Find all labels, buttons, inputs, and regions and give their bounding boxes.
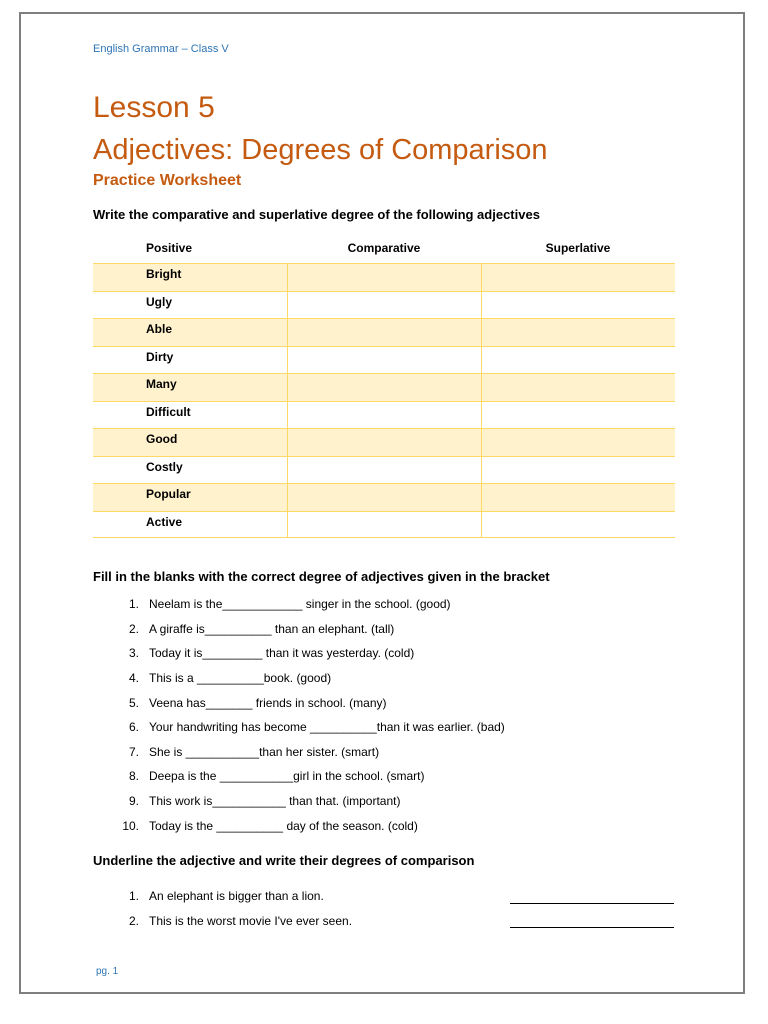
item-number: 2. [128, 913, 139, 928]
list-item [110, 715, 505, 740]
positive-cell: Dirty [146, 349, 174, 364]
table-row [93, 318, 675, 346]
section2-instruction: Fill in the blanks with the correct degree of adjectives given in the bracket [93, 569, 550, 584]
item-text: Veena has_______ friends in school. (many) [149, 695, 387, 710]
item-number: 6. [128, 720, 139, 735]
section3-instruction: Underline the adjective and write their degrees of comparison [93, 853, 475, 868]
superlative-cell [481, 512, 675, 538]
header-comparative: Comparative [347, 241, 421, 255]
item-text: Today it is_________ than it was yesterday. (cold) [149, 646, 415, 661]
positive-cell: Costly [146, 459, 183, 474]
answer-line [510, 927, 674, 928]
superlative-cell [481, 292, 675, 319]
table-header [93, 233, 675, 263]
list-item [110, 592, 505, 617]
positive-cell: Bright [146, 267, 182, 281]
item-number: 2. [128, 621, 139, 636]
superlative-cell [481, 402, 675, 429]
page-header: English Grammar – Class V [93, 43, 229, 55]
positive-cell: Popular [146, 487, 191, 501]
header-superlative: Superlative [545, 241, 611, 255]
item-number: 7. [128, 744, 139, 759]
positive-cell: Able [146, 322, 173, 336]
positive-cell: Active [146, 514, 183, 529]
table-row [93, 401, 675, 429]
item-number: 5. [128, 695, 139, 710]
list-item [110, 690, 505, 715]
item-text: Your handwriting has become __________than it was earlier. (bad) [149, 720, 505, 735]
item-text: This is the worst movie I've ever seen. [149, 913, 353, 928]
positive-cell: Difficult [146, 404, 191, 419]
item-number: 4. [128, 671, 139, 686]
table-row [93, 291, 675, 319]
superlative-cell [481, 347, 675, 374]
comparative-cell [287, 512, 481, 538]
adjectives-table [93, 233, 675, 538]
comparative-cell [287, 292, 481, 319]
item-text: This is a __________book. (good) [149, 671, 332, 686]
header-positive: Positive [146, 241, 193, 255]
list-item [110, 740, 505, 765]
superlative-cell [481, 374, 675, 401]
list-item [110, 789, 505, 814]
positive-cell: Many [146, 377, 177, 391]
superlative-cell [481, 264, 675, 291]
fill-blanks-list [110, 592, 505, 838]
comparative-cell [287, 429, 481, 456]
list-item [110, 764, 505, 789]
comparative-cell [287, 264, 481, 291]
section1-instruction: Write the comparative and superlative degree of the following adjectives [93, 207, 540, 222]
item-text: Deepa is the ___________girl in the school. (smart) [149, 769, 425, 784]
table-row [93, 511, 675, 539]
item-text: Today is the __________ day of the season. (cold) [149, 818, 418, 833]
item-number: 10. [122, 818, 139, 833]
table-row [93, 373, 675, 401]
table-row [93, 346, 675, 374]
comparative-cell [287, 457, 481, 484]
positive-cell: Good [146, 432, 178, 446]
item-number: 9. [128, 794, 139, 809]
item-number: 1. [128, 597, 139, 612]
table-row [93, 483, 675, 511]
item-text: An elephant is bigger than a lion. [149, 889, 324, 904]
underline-list [110, 884, 352, 933]
comparative-cell [287, 319, 481, 346]
comparative-cell [287, 347, 481, 374]
item-text: This work is___________ than that. (important) [149, 794, 401, 809]
answer-line [510, 903, 674, 904]
lesson-subtitle: Adjectives: Degrees of Comparison [93, 134, 548, 166]
list-item [110, 617, 505, 642]
item-text: She is ___________than her sister. (smart) [149, 744, 380, 759]
table-row [93, 428, 675, 456]
list-item [110, 884, 352, 909]
lesson-title: Lesson 5 [93, 91, 215, 124]
list-item [110, 813, 505, 838]
list-item [110, 641, 505, 666]
superlative-cell [481, 484, 675, 511]
superlative-cell [481, 319, 675, 346]
table-row [93, 456, 675, 484]
superlative-cell [481, 429, 675, 456]
list-item [110, 909, 352, 934]
item-text: A giraffe is__________ than an elephant. (tall) [149, 621, 395, 636]
list-item [110, 666, 505, 691]
item-text: Neelam is the____________ singer in the school. (good) [149, 597, 451, 612]
positive-cell: Ugly [146, 294, 173, 309]
comparative-cell [287, 484, 481, 511]
item-number: 3. [128, 646, 139, 661]
comparative-cell [287, 374, 481, 401]
practice-heading: Practice Worksheet [93, 172, 242, 189]
item-number: 8. [128, 769, 139, 784]
table-row [93, 263, 675, 291]
page-number: pg. 1 [96, 966, 119, 977]
item-number: 1. [128, 889, 139, 904]
superlative-cell [481, 457, 675, 484]
comparative-cell [287, 402, 481, 429]
